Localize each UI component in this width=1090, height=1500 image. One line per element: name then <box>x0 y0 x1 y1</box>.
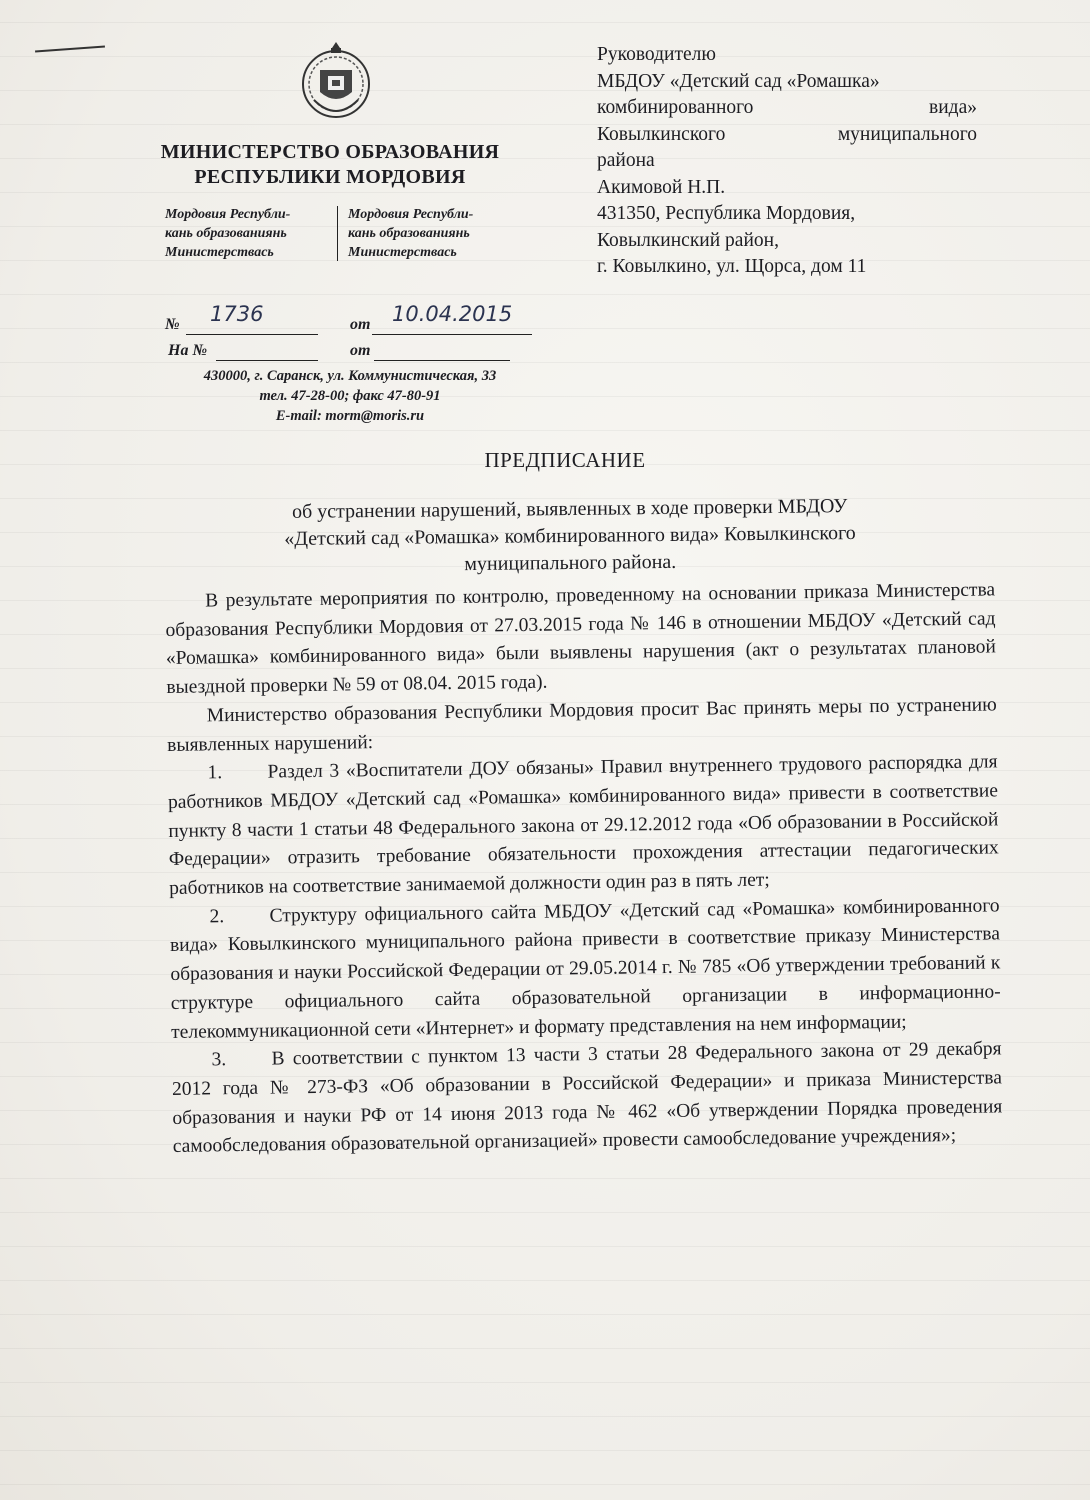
reg-number-label: № <box>165 316 180 333</box>
ministry-line-2: РЕСПУБЛИКИ МОРДОВИЯ <box>194 166 466 188</box>
header-divider <box>337 206 338 261</box>
list-item-text: Раздел 3 «Воспитатели ДОУ обязаны» Правил внутреннего трудового распорядка для работников МБДОУ «Детский сад «Ромашка» комбинированного вида» привести в соответствие пункту 8 части 1 статьи 48 Федерального закона от 29.12.2012 года «Об образовании в Российской Федерации» отразить требование обязательности прохождения аттестации педагогических работников на соответствие занимаемой должности один раз в пять лет; <box>167 751 999 900</box>
ministry-name-moksha-right <box>348 205 528 262</box>
reg-date-value: 10.04.2015 <box>392 302 513 326</box>
recipient-line: Акимовой Н.П. <box>597 176 726 198</box>
address-email: E-mail: morm@moris.ru <box>275 408 425 424</box>
recipient-line: Ковылкинский район, <box>597 229 779 251</box>
subtitle-line: об устранении нарушений, выявленных в ходе проверки МБДОУ <box>291 495 848 523</box>
recipient-line: Руководителю <box>597 44 716 65</box>
recipient-line: комбинированного вида» <box>597 97 977 118</box>
moksha-left-line: кань образованиянь <box>165 226 287 241</box>
moksha-left-line: Мордовия Республи- <box>165 207 291 222</box>
ministry-address <box>150 366 550 426</box>
address-line: 430000, г. Саранск, ул. Коммунистическая, 33 <box>203 368 497 384</box>
paragraph-request: Министерство образования Республики Мордовия просит Вас принять меры по устранению выявленных нарушений: <box>167 694 997 756</box>
list-item-number: 3. <box>211 1049 227 1071</box>
subtitle-line: муниципального района. <box>464 550 677 576</box>
pen-mark <box>35 46 105 53</box>
recipient-line: 431350, Республика Мордовия, <box>597 203 856 224</box>
reply-date-label: от <box>350 342 371 359</box>
address-phone: тел. 47-28-00; факс 47-80-91 <box>259 388 441 404</box>
reg-date-underline <box>372 334 532 335</box>
moksha-left-line: Министерствась <box>165 245 274 260</box>
list-item <box>169 892 1001 1047</box>
violations-list <box>167 749 1003 1162</box>
subtitle-line: «Детский сад «Ромашка» комбинированного вида» Ковылкинского <box>284 522 856 550</box>
list-item-text: В соответствии с пунктом 13 части 3 статьи 28 Федерального закона от 29 декабря 2012 года № 273-ФЗ «Об образовании в Российской Федерации» и приказа Министерства образования и науки РФ от 14 июня 2013 года № 462 «Об утверждении Порядка проведения самообследования образовательной организацией» провести самообследование учреждения»; <box>171 1038 1003 1158</box>
list-item <box>167 749 999 904</box>
reply-number-label: На № <box>168 342 208 359</box>
recipient-line: Ковылкинского муниципального <box>597 123 977 145</box>
ministry-name-moksha-left <box>165 205 330 262</box>
reg-date-label: от <box>350 316 371 333</box>
recipient-block <box>597 42 977 281</box>
list-item <box>171 1036 1003 1162</box>
reg-number-value: 1736 <box>210 302 264 326</box>
ministry-line-1: МИНИСТЕРСТВО ОБРАЗОВАНИЯ <box>160 141 500 163</box>
reg-number-underline <box>186 334 318 335</box>
moksha-right-line: Мордовия Республи- <box>348 207 474 222</box>
recipient-line: г. Ковылкино, ул. Щорса, дом 11 <box>597 256 867 277</box>
ministry-name <box>130 140 530 190</box>
recipient-line: МБДОУ «Детский сад «Ромашка» <box>597 70 880 92</box>
paragraph-inspection-result: В результате мероприятия по контролю, проведенному на основании приказа Министерства образования Республики Мордовия от 27.03.2015 года № 146 в отношении МБДОУ «Детский сад «Ромашка» комбинированного вида» были выявлены нарушения (акт о результатах плановой выездной проверки № 59 от 08.04. 2015 года). <box>165 579 997 699</box>
reply-number-underline <box>216 360 318 361</box>
moksha-right-line: кань образованиянь <box>348 226 470 241</box>
list-item-text: Структуру официального сайта МБДОУ «Детский сад «Ромашка» комбинированного вида» Ковылкинского муниципального района привести в соответствие приказу Министерства образования и науки Российской Федерации от 29.05.2014 г. № 785 «Об утверждении требований к структуре официального сайта образовательной организации в информационно-телекоммуникационной сети «Интернет» и формату представления на нем информации; <box>169 895 1001 1043</box>
document-body <box>165 576 1003 1162</box>
list-item-number: 1. <box>207 762 223 784</box>
recipient-line: района <box>597 150 655 171</box>
moksha-right-line: Министерствась <box>348 245 457 260</box>
document-subtitle <box>190 492 951 581</box>
coat-of-arms-icon <box>300 40 372 120</box>
reply-date-underline <box>374 360 510 361</box>
list-item-number: 2. <box>209 905 225 928</box>
document-title: ПРЕДПИСАНИЕ <box>484 448 646 472</box>
